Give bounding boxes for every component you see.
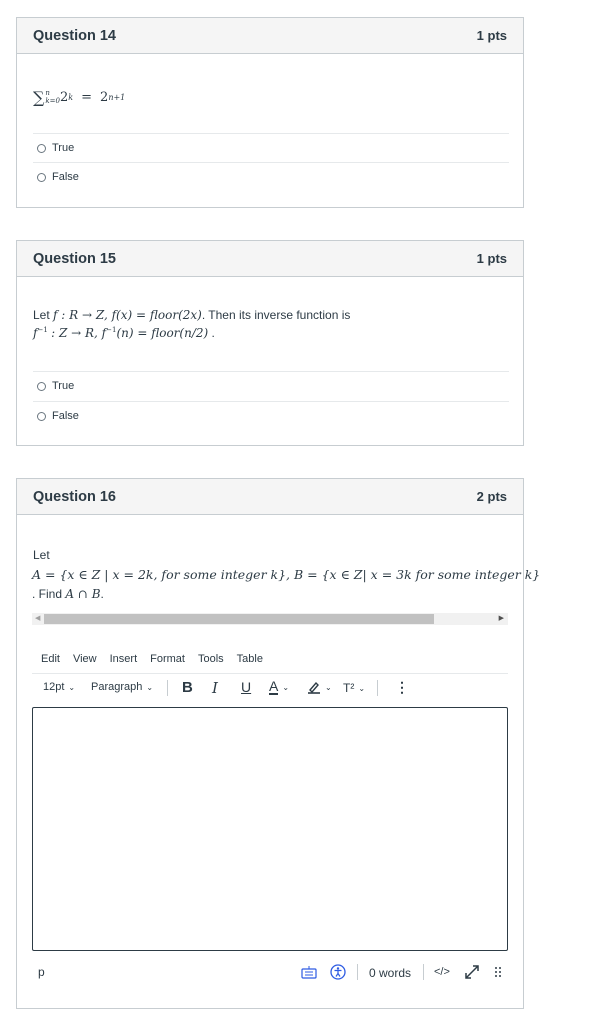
toolbar-separator: [167, 680, 168, 696]
question-15-points: 1 pts: [476, 251, 507, 266]
answer-label: True: [52, 142, 75, 154]
chevron-down-icon: ⌄: [282, 682, 290, 692]
question-16-find: [32, 587, 104, 601]
menu-tools[interactable]: Tools: [197, 653, 224, 665]
superscript-button[interactable]: [343, 681, 365, 695]
menubar-divider: [32, 673, 508, 674]
fullscreen-icon[interactable]: [464, 964, 480, 985]
question-16-title: Question 16: [33, 488, 116, 505]
answer-label: False: [52, 410, 79, 422]
question-15-card: [16, 240, 524, 446]
menu-insert[interactable]: Insert: [109, 653, 138, 665]
sum-term-exponent: k: [68, 92, 74, 102]
answer-option-false[interactable]: [33, 162, 509, 191]
chevron-down-icon: ⌄: [325, 682, 332, 692]
inverse-definition: (n) = floor(n/2): [116, 326, 209, 340]
superscript-icon: T²: [343, 681, 355, 695]
status-separator: [357, 964, 358, 980]
inverse-exponent: −1: [106, 326, 117, 334]
rich-text-editor-body[interactable]: [32, 707, 508, 951]
question-14-header: [17, 18, 523, 54]
question-14-title: Question 14: [33, 27, 116, 44]
question-16-points: 2 pts: [476, 489, 507, 504]
inverse-mapping: : Z → R, f: [51, 326, 107, 340]
question-14-formula: [33, 82, 125, 112]
period: .: [211, 326, 215, 340]
underline-button[interactable]: U: [241, 679, 252, 695]
sum-lower-limit: k=0: [45, 97, 60, 105]
question-14-card: [16, 17, 524, 208]
find-text: . Find: [32, 587, 63, 601]
answer-option-true[interactable]: [33, 371, 509, 400]
menu-format[interactable]: Format: [150, 653, 185, 665]
answer-option-true[interactable]: [33, 133, 509, 162]
word-count[interactable]: 0 words: [369, 966, 412, 980]
question-16-set-definition: A = {x ∈ Z | x = 2k, for some integer k}, B = {x ∈ Z| x = 3k for some integer k}: [32, 567, 541, 582]
chevron-down-icon: ⌄: [146, 682, 154, 692]
editor-menubar: [41, 653, 276, 665]
answer-label: True: [52, 380, 75, 392]
more-options-button[interactable]: ⋮: [395, 679, 409, 695]
sum-limits: [45, 89, 60, 105]
block-format-select[interactable]: [91, 681, 153, 693]
font-size-value: 12pt: [43, 681, 65, 693]
scroll-left-arrow[interactable]: ◀: [35, 615, 41, 622]
scroll-right-arrow[interactable]: ▶: [498, 615, 504, 622]
scrollbar-thumb[interactable]: [44, 614, 434, 624]
inverse-f: f: [33, 326, 38, 340]
radio-button[interactable]: [37, 412, 46, 421]
question-16-let: Let: [33, 548, 50, 562]
horizontal-scrollbar[interactable]: [32, 613, 508, 625]
answer-label: False: [52, 171, 79, 183]
html-editor-toggle[interactable]: </>: [434, 966, 450, 978]
question-15-header: [17, 241, 523, 277]
resize-handle-icon[interactable]: [494, 966, 502, 985]
text-color-button[interactable]: [269, 679, 289, 695]
radio-button[interactable]: [37, 173, 46, 182]
question-15-text-line-2: [33, 326, 215, 340]
question-15-title: Question 15: [33, 250, 116, 267]
question-16-header: [17, 479, 523, 515]
italic-button[interactable]: I: [212, 679, 218, 697]
chevron-down-icon: ⌄: [358, 683, 366, 693]
question-15-text-line-1: [33, 308, 350, 322]
inverse-exponent: −1: [37, 326, 48, 334]
function-definition: f : R → Z, f(x) = floor(2x): [53, 308, 202, 322]
rhs-exponent: n+1: [108, 92, 126, 102]
menu-table[interactable]: Table: [236, 653, 263, 665]
sum-upper-limit: n: [45, 89, 50, 97]
intersection-expression: A ∩ B: [65, 587, 101, 601]
radio-button[interactable]: [37, 144, 46, 153]
sigma-symbol: ∑: [33, 87, 45, 107]
radio-button[interactable]: [37, 382, 46, 391]
keyboard-shortcuts-icon[interactable]: [301, 965, 317, 984]
period: .: [100, 587, 104, 601]
font-size-select[interactable]: [43, 681, 75, 693]
highlight-color-button[interactable]: [307, 680, 332, 694]
let-text: Let: [33, 308, 50, 322]
accessibility-checker-icon[interactable]: [330, 964, 346, 985]
menu-view[interactable]: View: [72, 653, 97, 665]
chevron-down-icon: ⌄: [68, 682, 76, 692]
sum-term: 2: [59, 89, 69, 105]
answer-option-false[interactable]: [33, 401, 509, 430]
rhs-base: 2: [100, 89, 109, 105]
equals-sign: =: [81, 89, 93, 105]
toolbar-separator: [377, 680, 378, 696]
element-path[interactable]: p: [38, 965, 45, 979]
highlighter-icon: [307, 680, 321, 694]
question-14-points: 1 pts: [476, 28, 507, 43]
text-color-icon: A: [269, 678, 279, 694]
inverse-text: . Then its inverse function is: [201, 308, 351, 322]
bold-button[interactable]: B: [182, 679, 193, 696]
block-format-value: Paragraph: [91, 681, 143, 693]
menu-edit[interactable]: Edit: [41, 653, 60, 665]
status-separator: [423, 964, 424, 980]
